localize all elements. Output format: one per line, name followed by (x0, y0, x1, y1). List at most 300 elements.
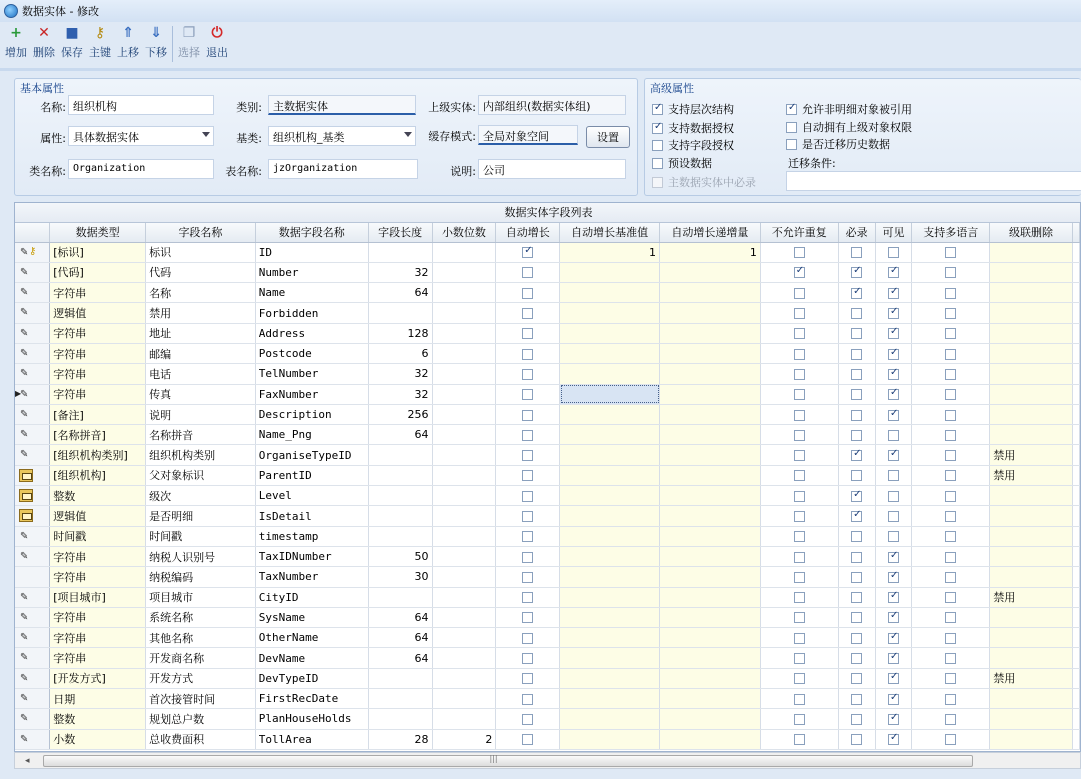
db-field-name-cell[interactable]: IsDetail (255, 506, 368, 526)
data-type-cell[interactable]: 字符串 (50, 323, 146, 343)
cascade-delete-cell[interactable] (990, 546, 1073, 566)
db-field-name-cell[interactable]: Postcode (255, 343, 368, 363)
auto-increment-checkbox[interactable] (522, 288, 533, 299)
auto-increment-base-cell[interactable] (560, 283, 660, 303)
visible-checkbox[interactable] (888, 491, 899, 502)
data-type-cell[interactable]: 逻辑值 (50, 506, 146, 526)
db-field-name-cell[interactable]: OrganiseTypeID (255, 445, 368, 465)
table-row[interactable] (15, 709, 1080, 729)
column-header[interactable]: 可见 (875, 223, 912, 242)
table-row[interactable] (15, 343, 1080, 363)
auto-increment-checkbox[interactable] (522, 470, 533, 481)
auto-increment-step-cell[interactable] (660, 425, 761, 445)
table-row[interactable] (15, 242, 1080, 262)
move-down-button[interactable] (142, 22, 170, 66)
auto-increment-checkbox[interactable] (522, 369, 533, 380)
field-length-cell[interactable] (368, 303, 432, 323)
no-duplicate-checkbox[interactable] (794, 592, 805, 603)
db-field-name-cell[interactable]: Name_Png (255, 425, 368, 445)
advanced-option-2[interactable] (652, 137, 734, 153)
field-length-cell[interactable] (368, 526, 432, 546)
db-field-name-cell[interactable]: FaxNumber (255, 384, 368, 404)
multi-language-checkbox[interactable] (945, 328, 956, 339)
checkbox[interactable] (652, 158, 663, 169)
visible-checkbox[interactable] (888, 470, 899, 481)
multi-language-checkbox[interactable] (945, 389, 956, 400)
field-length-cell[interactable]: 256 (368, 404, 432, 424)
horizontal-scrollbar[interactable] (14, 752, 1081, 769)
db-field-name-cell[interactable]: ParentID (255, 465, 368, 485)
auto-increment-step-cell[interactable] (660, 323, 761, 343)
auto-increment-step-cell[interactable] (660, 567, 761, 587)
row-indicator[interactable] (15, 709, 50, 729)
decimal-places-cell[interactable] (432, 628, 496, 648)
multi-language-checkbox[interactable] (945, 369, 956, 380)
decimal-places-cell[interactable] (432, 445, 496, 465)
no-duplicate-checkbox[interactable] (794, 714, 805, 725)
multi-language-checkbox[interactable] (945, 410, 956, 421)
no-duplicate-checkbox[interactable] (794, 247, 805, 258)
row-indicator[interactable] (15, 546, 50, 566)
auto-increment-base-cell[interactable] (560, 526, 660, 546)
decimal-places-cell[interactable] (432, 303, 496, 323)
required-checkbox[interactable] (851, 734, 862, 745)
auto-increment-checkbox[interactable] (522, 734, 533, 745)
auto-increment-checkbox[interactable] (522, 694, 533, 705)
field-length-cell[interactable]: 64 (368, 283, 432, 303)
table-row[interactable] (15, 486, 1080, 506)
row-indicator[interactable] (15, 668, 50, 688)
move-up-button[interactable] (114, 22, 142, 66)
row-indicator[interactable] (15, 242, 50, 262)
visible-checkbox[interactable] (888, 612, 899, 623)
db-field-name-cell[interactable]: TollArea (255, 729, 368, 749)
db-field-name-cell[interactable]: SysName (255, 607, 368, 627)
visible-checkbox[interactable] (888, 410, 899, 421)
data-type-cell[interactable]: [开发方式] (50, 668, 146, 688)
multi-language-checkbox[interactable] (945, 612, 956, 623)
data-type-cell[interactable]: 字符串 (50, 546, 146, 566)
field-length-cell[interactable]: 64 (368, 425, 432, 445)
field-name-cell[interactable]: 名称拼音 (146, 425, 256, 445)
required-checkbox[interactable] (851, 714, 862, 725)
advanced-option-5[interactable] (786, 101, 912, 117)
multi-language-checkbox[interactable] (945, 572, 956, 583)
decimal-places-cell[interactable] (432, 587, 496, 607)
table-row[interactable] (15, 506, 1080, 526)
auto-increment-base-cell[interactable] (560, 506, 660, 526)
auto-increment-checkbox[interactable] (522, 714, 533, 725)
table-row[interactable] (15, 668, 1080, 688)
multi-language-checkbox[interactable] (945, 714, 956, 725)
auto-increment-base-cell[interactable] (560, 262, 660, 282)
no-duplicate-checkbox[interactable] (794, 470, 805, 481)
data-type-cell[interactable]: [备注] (50, 404, 146, 424)
data-type-cell[interactable]: 字符串 (50, 283, 146, 303)
cascade-delete-cell[interactable] (990, 648, 1073, 668)
table-row[interactable] (15, 526, 1080, 546)
advanced-option-3[interactable] (652, 155, 712, 171)
no-duplicate-checkbox[interactable] (794, 572, 805, 583)
no-duplicate-checkbox[interactable] (794, 653, 805, 664)
data-type-cell[interactable]: 小数 (50, 729, 146, 749)
row-indicator[interactable] (15, 425, 50, 445)
row-indicator[interactable] (15, 445, 50, 465)
auto-increment-step-cell[interactable] (660, 709, 761, 729)
data-type-cell[interactable]: 字符串 (50, 628, 146, 648)
data-type-cell[interactable]: [组织机构] (50, 465, 146, 485)
row-indicator[interactable] (15, 364, 50, 384)
no-duplicate-checkbox[interactable] (794, 267, 805, 278)
auto-increment-base-cell[interactable] (560, 343, 660, 363)
auto-increment-step-cell[interactable] (660, 668, 761, 688)
decimal-places-cell[interactable] (432, 567, 496, 587)
auto-increment-step-cell[interactable] (660, 404, 761, 424)
field-name-cell[interactable]: 纳税人识别号 (146, 546, 256, 566)
decimal-places-cell[interactable] (432, 323, 496, 343)
required-checkbox[interactable] (851, 369, 862, 380)
data-type-cell[interactable]: [名称拼音] (50, 425, 146, 445)
scroll-left-icon[interactable]: ◂ (25, 756, 30, 766)
auto-increment-base-cell[interactable] (560, 668, 660, 688)
visible-checkbox[interactable] (888, 592, 899, 603)
cascade-delete-cell[interactable] (990, 303, 1073, 323)
table-row[interactable] (15, 567, 1080, 587)
decimal-places-cell[interactable] (432, 607, 496, 627)
data-type-cell[interactable]: 时间戳 (50, 526, 146, 546)
row-indicator[interactable] (15, 648, 50, 668)
db-field-name-cell[interactable]: Level (255, 486, 368, 506)
auto-increment-base-cell[interactable] (560, 567, 660, 587)
row-indicator[interactable] (15, 343, 50, 363)
column-header[interactable]: 数据字段名称 (255, 223, 368, 242)
advanced-option-7[interactable] (786, 136, 890, 152)
row-indicator[interactable] (15, 323, 50, 343)
db-field-name-cell[interactable]: TaxIDNumber (255, 546, 368, 566)
field-length-cell[interactable]: 28 (368, 729, 432, 749)
auto-increment-checkbox[interactable] (522, 572, 533, 583)
auto-increment-checkbox[interactable] (522, 592, 533, 603)
column-header[interactable]: 字段长度 (368, 223, 432, 242)
column-header[interactable]: 支持多语言 (912, 223, 990, 242)
required-checkbox[interactable] (851, 308, 862, 319)
field-name-cell[interactable]: 传真 (146, 384, 256, 404)
required-checkbox[interactable] (851, 450, 862, 461)
field-length-cell[interactable] (368, 465, 432, 485)
cascade-delete-cell[interactable] (990, 323, 1073, 343)
no-duplicate-checkbox[interactable] (794, 633, 805, 644)
field-name-cell[interactable]: 组织机构类别 (146, 445, 256, 465)
no-duplicate-checkbox[interactable] (794, 389, 805, 400)
field-name-cell[interactable]: 开发方式 (146, 668, 256, 688)
db-field-name-cell[interactable]: OtherName (255, 628, 368, 648)
auto-increment-base-cell[interactable] (560, 607, 660, 627)
delete-button[interactable] (30, 22, 58, 66)
data-type-cell[interactable]: [项目城市] (50, 587, 146, 607)
db-field-name-cell[interactable]: Name (255, 283, 368, 303)
checkbox[interactable] (786, 104, 797, 115)
primary-key-button[interactable] (86, 22, 114, 66)
data-type-cell[interactable]: [组织机构类别] (50, 445, 146, 465)
row-indicator[interactable] (15, 283, 50, 303)
no-duplicate-checkbox[interactable] (794, 308, 805, 319)
field-length-cell[interactable] (368, 242, 432, 262)
decimal-places-cell[interactable] (432, 709, 496, 729)
field-length-cell[interactable] (368, 689, 432, 709)
required-checkbox[interactable] (851, 572, 862, 583)
table-name-field[interactable]: jzOrganization (268, 159, 418, 179)
auto-increment-step-cell[interactable] (660, 607, 761, 627)
table-row[interactable] (15, 323, 1080, 343)
field-length-cell[interactable]: 30 (368, 567, 432, 587)
decimal-places-cell[interactable] (432, 425, 496, 445)
multi-language-checkbox[interactable] (945, 653, 956, 664)
db-field-name-cell[interactable]: DevName (255, 648, 368, 668)
data-type-cell[interactable]: [代码] (50, 262, 146, 282)
field-length-cell[interactable]: 50 (368, 546, 432, 566)
data-type-cell[interactable]: 字符串 (50, 607, 146, 627)
auto-increment-base-cell[interactable] (560, 729, 660, 749)
auto-increment-checkbox[interactable] (522, 673, 533, 684)
auto-increment-step-cell[interactable] (660, 262, 761, 282)
db-field-name-cell[interactable]: FirstRecDate (255, 689, 368, 709)
decimal-places-cell[interactable] (432, 364, 496, 384)
field-name-cell[interactable]: 规划总户数 (146, 709, 256, 729)
visible-checkbox[interactable] (888, 734, 899, 745)
row-indicator[interactable] (15, 384, 50, 404)
decimal-places-cell[interactable] (432, 384, 496, 404)
row-indicator[interactable] (15, 486, 50, 506)
visible-checkbox[interactable] (888, 247, 899, 258)
cascade-delete-cell[interactable] (990, 628, 1073, 648)
cascade-delete-cell[interactable] (990, 404, 1073, 424)
db-field-name-cell[interactable]: Number (255, 262, 368, 282)
cache-mode-field[interactable]: 全局对象空间 (478, 125, 578, 145)
auto-increment-step-cell[interactable] (660, 465, 761, 485)
required-checkbox[interactable] (851, 328, 862, 339)
required-checkbox[interactable] (851, 531, 862, 542)
attribute-select[interactable] (68, 126, 214, 146)
db-field-name-cell[interactable]: Description (255, 404, 368, 424)
auto-increment-checkbox[interactable] (522, 511, 533, 522)
no-duplicate-checkbox[interactable] (794, 430, 805, 441)
field-length-cell[interactable]: 32 (368, 384, 432, 404)
auto-increment-base-cell[interactable] (560, 445, 660, 465)
field-length-cell[interactable]: 64 (368, 648, 432, 668)
row-indicator[interactable] (15, 628, 50, 648)
required-checkbox[interactable] (851, 267, 862, 278)
row-indicator[interactable] (15, 465, 50, 485)
auto-increment-base-cell[interactable]: 1 (560, 242, 660, 262)
auto-increment-step-cell[interactable] (660, 364, 761, 384)
description-field[interactable]: 公司 (478, 159, 626, 179)
data-type-cell[interactable]: 日期 (50, 689, 146, 709)
auto-increment-checkbox[interactable] (522, 450, 533, 461)
cascade-delete-cell[interactable] (990, 526, 1073, 546)
field-name-cell[interactable]: 总收费面积 (146, 729, 256, 749)
auto-increment-step-cell[interactable] (660, 486, 761, 506)
checkbox[interactable] (786, 122, 797, 133)
no-duplicate-checkbox[interactable] (794, 734, 805, 745)
auto-increment-step-cell[interactable] (660, 689, 761, 709)
multi-language-checkbox[interactable] (945, 349, 956, 360)
column-header[interactable]: 必录 (838, 223, 875, 242)
auto-increment-step-cell[interactable] (660, 506, 761, 526)
field-name-cell[interactable]: 其他名称 (146, 628, 256, 648)
data-type-cell[interactable]: 字符串 (50, 648, 146, 668)
required-checkbox[interactable] (851, 410, 862, 421)
required-checkbox[interactable] (851, 694, 862, 705)
decimal-places-cell[interactable]: 2 (432, 729, 496, 749)
name-field[interactable]: 组织机构 (68, 95, 214, 115)
auto-increment-step-cell[interactable] (660, 546, 761, 566)
decimal-places-cell[interactable] (432, 546, 496, 566)
field-name-cell[interactable]: 开发商名称 (146, 648, 256, 668)
db-field-name-cell[interactable]: TaxNumber (255, 567, 368, 587)
auto-increment-base-cell[interactable] (560, 709, 660, 729)
cascade-delete-cell[interactable] (990, 506, 1073, 526)
save-button[interactable] (58, 22, 86, 66)
field-name-cell[interactable]: 纳税编码 (146, 567, 256, 587)
visible-checkbox[interactable] (888, 694, 899, 705)
multi-language-checkbox[interactable] (945, 308, 956, 319)
multi-language-checkbox[interactable] (945, 511, 956, 522)
no-duplicate-checkbox[interactable] (794, 612, 805, 623)
field-name-cell[interactable]: 首次接管时间 (146, 689, 256, 709)
field-length-cell[interactable]: 32 (368, 262, 432, 282)
visible-checkbox[interactable] (888, 673, 899, 684)
field-length-cell[interactable] (368, 486, 432, 506)
field-length-cell[interactable] (368, 709, 432, 729)
visible-checkbox[interactable] (888, 369, 899, 380)
exit-button[interactable] (203, 22, 231, 66)
cascade-delete-cell[interactable] (990, 343, 1073, 363)
auto-increment-checkbox[interactable] (522, 267, 533, 278)
column-header[interactable]: 级联删除 (990, 223, 1073, 242)
visible-checkbox[interactable] (888, 389, 899, 400)
required-checkbox[interactable] (851, 592, 862, 603)
visible-checkbox[interactable] (888, 308, 899, 319)
auto-increment-base-cell[interactable] (560, 465, 660, 485)
decimal-places-cell[interactable] (432, 486, 496, 506)
required-checkbox[interactable] (851, 349, 862, 360)
field-name-cell[interactable]: 说明 (146, 404, 256, 424)
checkbox[interactable] (652, 123, 663, 134)
auto-increment-checkbox[interactable] (522, 531, 533, 542)
multi-language-checkbox[interactable] (945, 734, 956, 745)
column-header[interactable]: 数据类型 (50, 223, 146, 242)
cascade-delete-cell[interactable] (990, 689, 1073, 709)
cascade-delete-cell[interactable] (990, 607, 1073, 627)
multi-language-checkbox[interactable] (945, 247, 956, 258)
table-row[interactable] (15, 628, 1080, 648)
field-name-cell[interactable]: 电话 (146, 364, 256, 384)
auto-increment-step-cell[interactable] (660, 729, 761, 749)
row-indicator[interactable] (15, 689, 50, 709)
required-checkbox[interactable] (851, 612, 862, 623)
visible-checkbox[interactable] (888, 531, 899, 542)
no-duplicate-checkbox[interactable] (794, 288, 805, 299)
field-length-cell[interactable]: 128 (368, 323, 432, 343)
cascade-delete-cell[interactable]: 禁用 (990, 465, 1073, 485)
visible-checkbox[interactable] (888, 267, 899, 278)
auto-increment-checkbox[interactable] (522, 653, 533, 664)
required-checkbox[interactable] (851, 470, 862, 481)
multi-language-checkbox[interactable] (945, 470, 956, 481)
required-checkbox[interactable] (851, 673, 862, 684)
table-row[interactable] (15, 384, 1080, 404)
add-button[interactable] (2, 22, 30, 66)
multi-language-checkbox[interactable] (945, 288, 956, 299)
multi-language-checkbox[interactable] (945, 552, 956, 563)
row-indicator[interactable] (15, 587, 50, 607)
row-indicator[interactable] (15, 567, 50, 587)
field-name-cell[interactable]: 是否明细 (146, 506, 256, 526)
field-length-cell[interactable] (368, 445, 432, 465)
auto-increment-base-cell[interactable] (560, 486, 660, 506)
db-field-name-cell[interactable]: ID (255, 242, 368, 262)
table-row[interactable] (15, 689, 1080, 709)
visible-checkbox[interactable] (888, 714, 899, 725)
no-duplicate-checkbox[interactable] (794, 410, 805, 421)
field-name-cell[interactable]: 时间戳 (146, 526, 256, 546)
row-indicator[interactable] (15, 506, 50, 526)
auto-increment-base-cell[interactable] (560, 323, 660, 343)
auto-increment-checkbox[interactable] (522, 308, 533, 319)
table-row[interactable] (15, 729, 1080, 749)
field-name-cell[interactable]: 代码 (146, 262, 256, 282)
no-duplicate-checkbox[interactable] (794, 694, 805, 705)
decimal-places-cell[interactable] (432, 506, 496, 526)
auto-increment-base-cell[interactable] (560, 648, 660, 668)
required-checkbox[interactable] (851, 389, 862, 400)
base-class-select[interactable] (268, 126, 416, 146)
no-duplicate-checkbox[interactable] (794, 531, 805, 542)
data-type-cell[interactable]: 字符串 (50, 343, 146, 363)
table-row[interactable] (15, 445, 1080, 465)
checkbox[interactable] (652, 104, 663, 115)
data-type-cell[interactable]: 字符串 (50, 364, 146, 384)
table-row[interactable] (15, 364, 1080, 384)
column-header[interactable]: 小数位数 (432, 223, 496, 242)
auto-increment-step-cell[interactable] (660, 303, 761, 323)
required-checkbox[interactable] (851, 653, 862, 664)
multi-language-checkbox[interactable] (945, 592, 956, 603)
migration-condition-field[interactable] (786, 171, 1081, 191)
required-checkbox[interactable] (851, 511, 862, 522)
decimal-places-cell[interactable] (432, 648, 496, 668)
no-duplicate-checkbox[interactable] (794, 673, 805, 684)
data-type-cell[interactable]: 整数 (50, 486, 146, 506)
no-duplicate-checkbox[interactable] (794, 450, 805, 461)
data-type-cell[interactable]: 整数 (50, 709, 146, 729)
table-row[interactable] (15, 262, 1080, 282)
field-length-cell[interactable]: 64 (368, 607, 432, 627)
field-name-cell[interactable]: 系统名称 (146, 607, 256, 627)
db-field-name-cell[interactable]: DevTypeID (255, 668, 368, 688)
cascade-delete-cell[interactable] (990, 709, 1073, 729)
required-checkbox[interactable] (851, 552, 862, 563)
field-length-cell[interactable] (368, 506, 432, 526)
auto-increment-step-cell[interactable] (660, 283, 761, 303)
visible-checkbox[interactable] (888, 552, 899, 563)
visible-checkbox[interactable] (888, 430, 899, 441)
cascade-delete-cell[interactable] (990, 262, 1073, 282)
auto-increment-base-cell[interactable] (560, 303, 660, 323)
visible-checkbox[interactable] (888, 328, 899, 339)
auto-increment-base-cell[interactable] (560, 384, 660, 404)
auto-increment-step-cell[interactable] (660, 648, 761, 668)
